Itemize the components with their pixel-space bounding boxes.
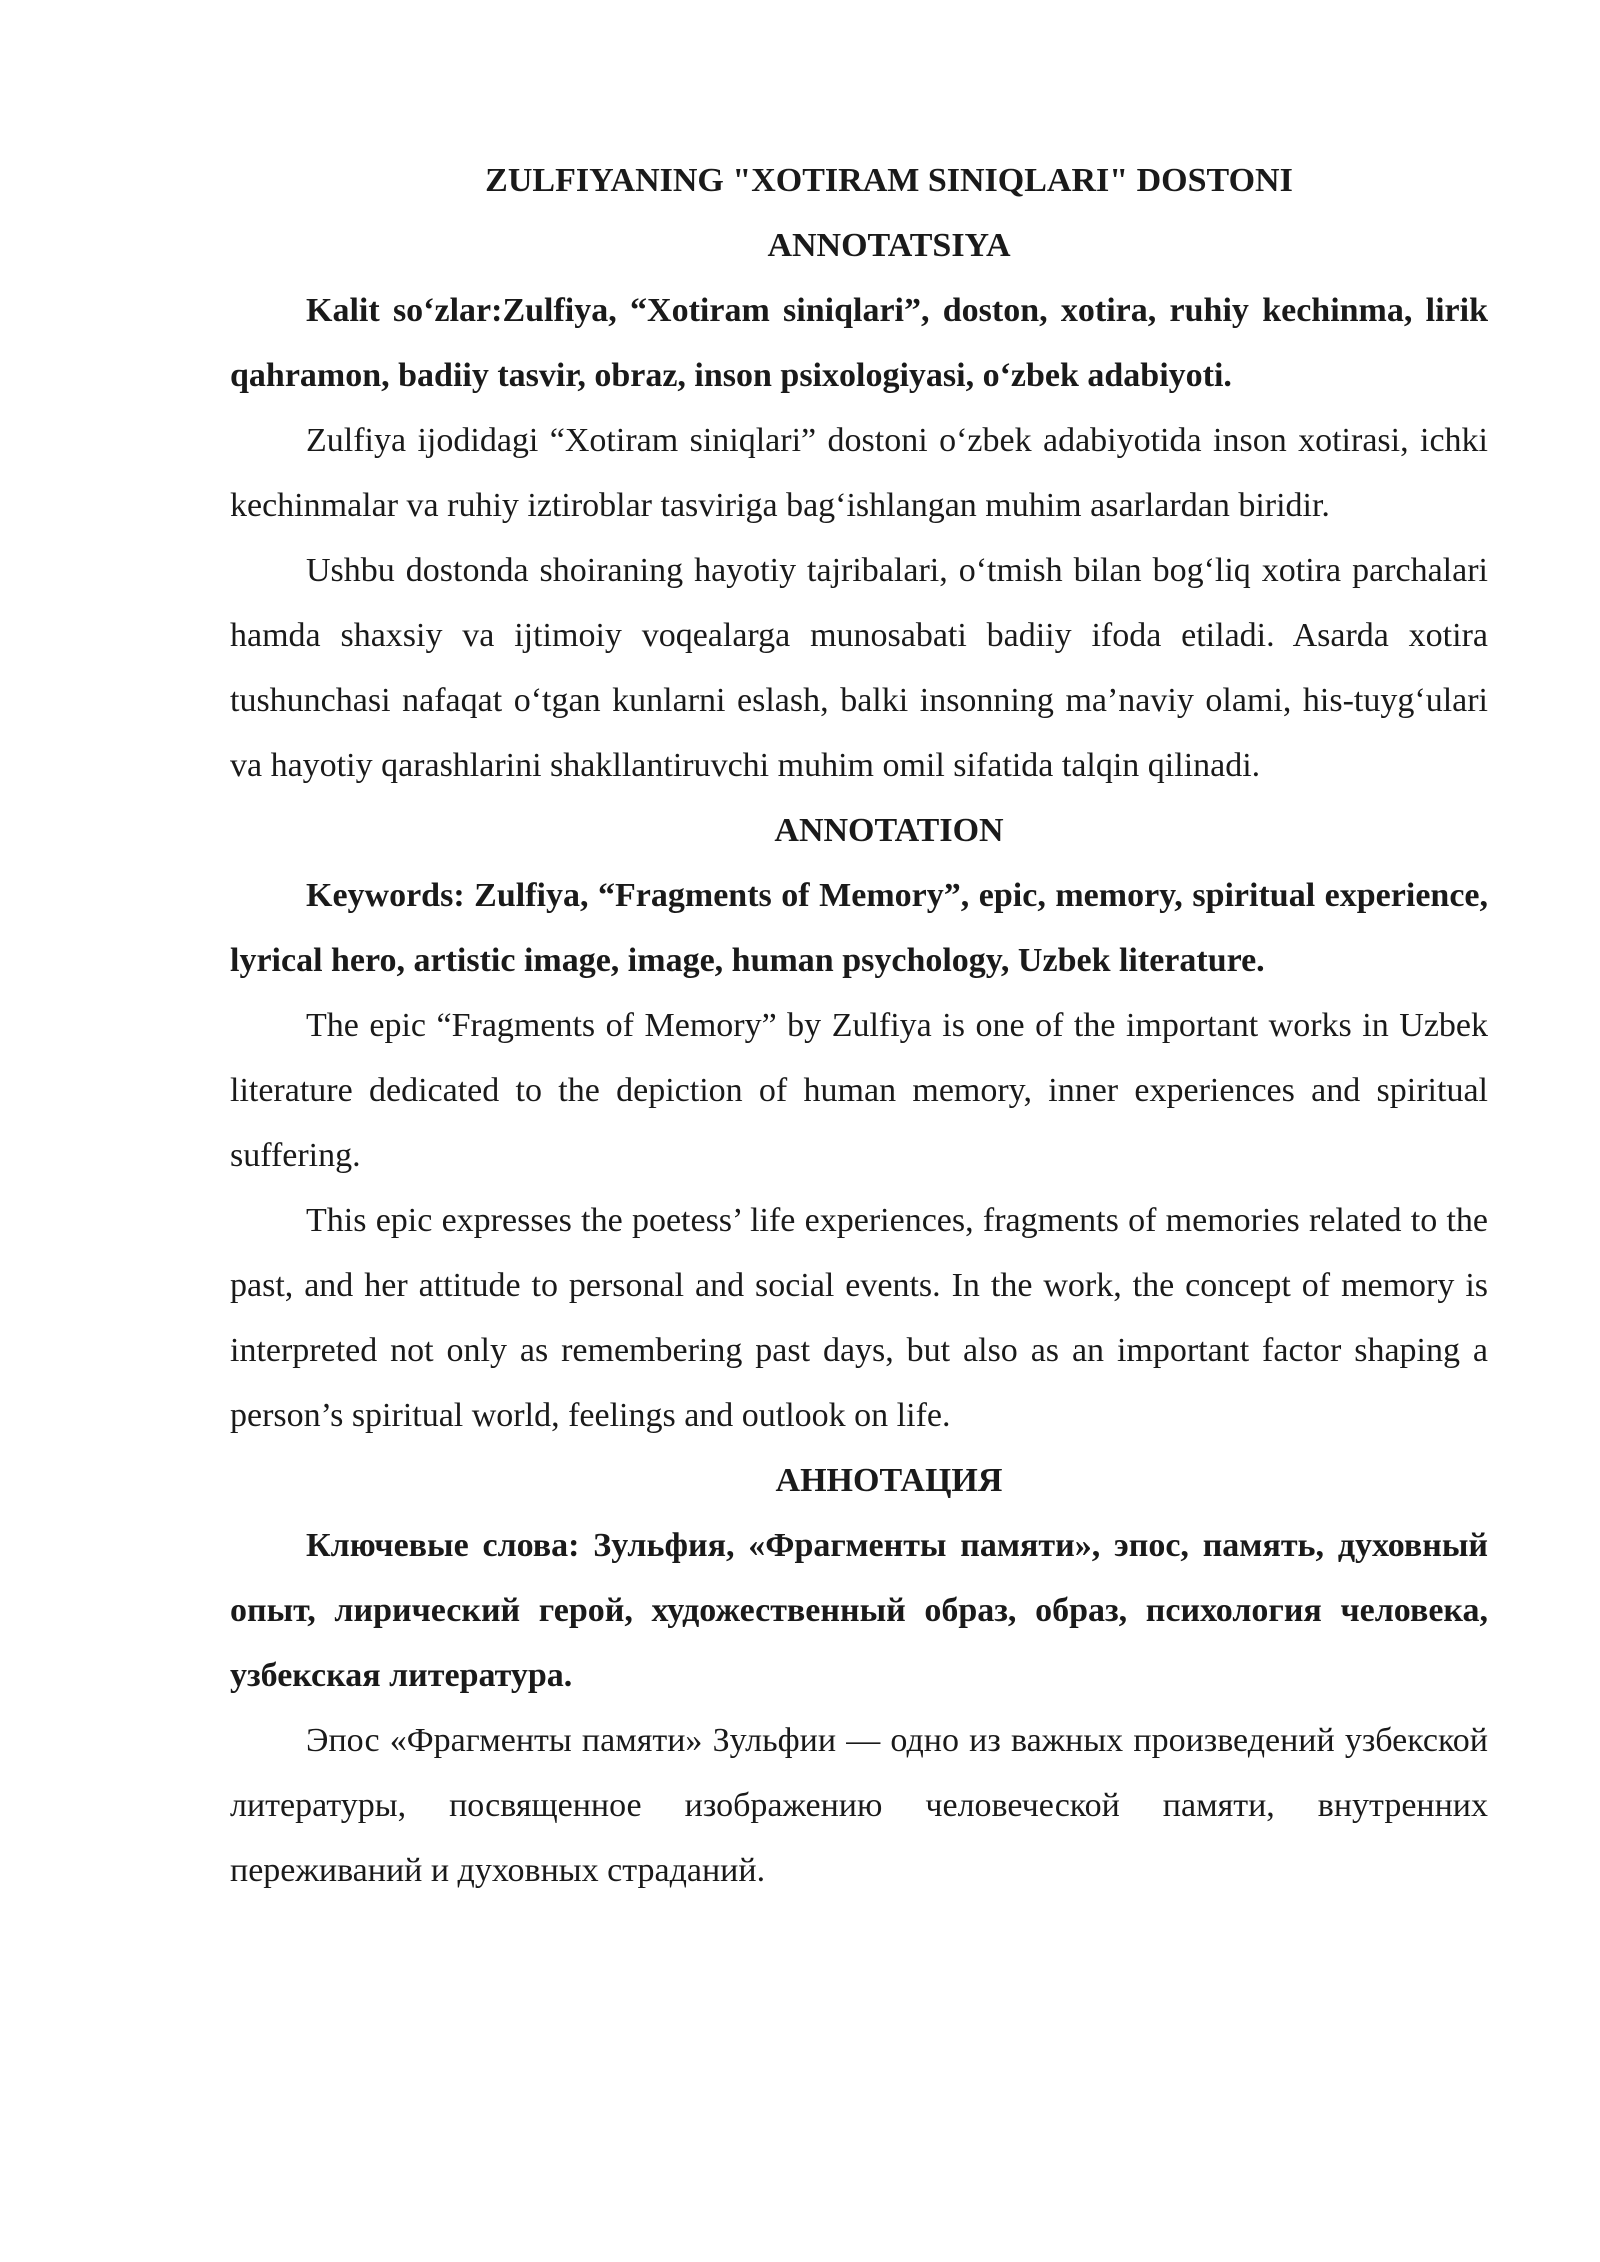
english-annotation-heading: ANNOTATION: [774, 812, 1004, 849]
uzbek-paragraph-1: Zulfiya ijodidagi “Xotiram siniqlari” dostoni o‘zbek adabiyotida inson xotirasi, ichki kechinmalar va ruhiy iztiroblar tasviriga bag‘ishlangan muhim asarlardan biridir.: [230, 422, 1488, 524]
russian-paragraph-1: Эпос «Фрагменты памяти» Зульфии — одно из важных произведений узбекской литературы, посвященное изображению человеческой памяти, внутренних переживаний и духовных страданий.: [230, 1722, 1488, 1889]
english-keywords: Keywords: Zulfiya, “Fragments of Memory”, epic, memory, spiritual experience, lyrical hero, artistic image, image, human psychology, Uzbek literature.: [230, 877, 1488, 979]
uzbek-keywords: Kalit so‘zlar:Zulfiya, “Xotiram siniqlari”, doston, xotira, ruhiy kechinma, lirik qahramon, badiiy tasvir, obraz, inson psixologiyasi, o‘zbek adabiyoti.: [230, 292, 1488, 394]
uzbek-annotation-heading: ANNOTATSIYA: [767, 227, 1011, 264]
document-title: ZULFIYANING "XOTIRAM SINIQLARI" DOSTONI: [485, 162, 1293, 199]
russian-annotation-heading: АННОТАЦИЯ: [775, 1462, 1003, 1499]
document-page: [230, 148, 1488, 1903]
russian-keywords: Ключевые слова: Зульфия, «Фрагменты памяти», эпос, память, духовный опыт, лирический герой, художественный образ, образ, психология человека, узбекская литература.: [230, 1527, 1488, 1694]
english-paragraph-1: The epic “Fragments of Memory” by Zulfiya is one of the important works in Uzbek literature dedicated to the depiction of human memory, inner experiences and spiritual suffering.: [230, 1007, 1488, 1174]
english-paragraph-2: This epic expresses the poetess’ life experiences, fragments of memories related to the past, and her attitude to personal and social events. In the work, the concept of memory is interpreted not only as remembering past days, but also as an important factor shaping a person’s spiritual world, feelings and outlook on life.: [230, 1202, 1488, 1434]
uzbek-paragraph-2: Ushbu dostonda shoiraning hayotiy tajribalari, o‘tmish bilan bog‘liq xotira parchalari hamda shaxsiy va ijtimoiy voqealarga munosabati badiiy ifoda etiladi. Asarda xotira tushunchasi nafaqat o‘tgan kunlarni eslash, balki insonning ma’naviy olami, his-tuyg‘ulari va hayotiy qarashlarini shakllantiruvchi muhim omil sifatida talqin qilinadi.: [230, 552, 1488, 784]
